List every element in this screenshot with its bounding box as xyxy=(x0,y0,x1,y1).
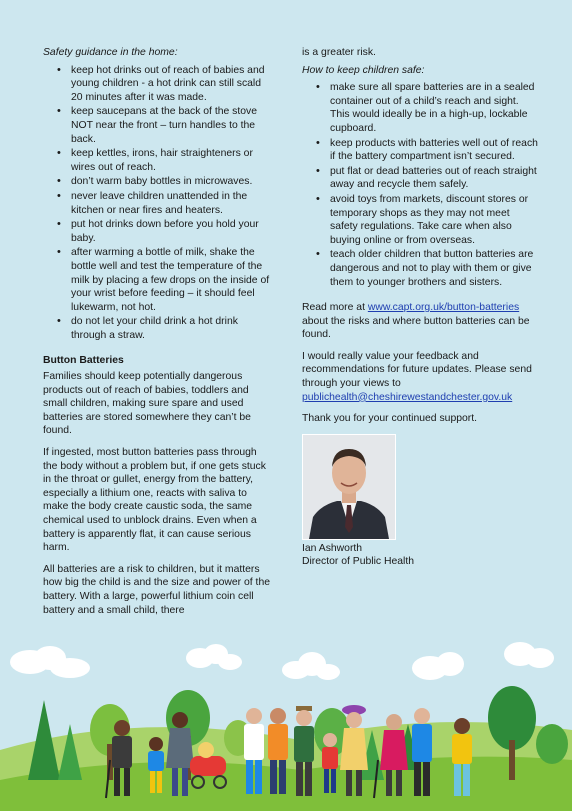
list-item: • never leave children unattended in the kitchen or near fires and heaters. xyxy=(71,190,271,217)
portrait-image xyxy=(303,435,395,539)
community-illustration xyxy=(0,640,572,811)
list-item: • avoid toys from markets, discount stores or temporary shops as they may not meet safety regulations. Take care when also buying online or from overseas. xyxy=(330,193,538,247)
safety-guidance-heading: Safety guidance in the home: xyxy=(43,47,178,58)
paragraph: If ingested, most button batteries pass through the body without a problem but, if one gets stuck in the throat or gullet, energy from the battery, especially a lithium one, reacts with saliva to make the body create caustic soda, the same chemical used to unblock drains. Even when a battery is apparently flat, it can cause serious harm. xyxy=(43,447,266,554)
paragraph: Families should keep potentially dangerous products out of reach of babies, toddlers and small children, making sure spare and used batteries are stored somewhere they can’t be found. xyxy=(43,371,251,437)
feedback-text: I would really value your feedback and recommendations for future updates. Please send through your views to xyxy=(302,350,532,390)
right-column xyxy=(302,46,538,569)
list-item: • keep hot drinks out of reach of babies and young children - a hot drink can still scald 20 minutes after it was made. xyxy=(71,64,271,105)
list-item: • keep products with batteries well out of reach if the battery compartment isn’t secured. xyxy=(330,137,538,164)
signatory-title: Director of Public Health xyxy=(302,556,415,568)
keep-safe-list xyxy=(302,81,538,289)
email-link[interactable]: publichealth@cheshirewestandchester.gov.uk xyxy=(302,391,513,403)
feedback-paragraph xyxy=(302,350,538,404)
list-item: • keep saucepans at the back of the stove NOT near the front – turn handles to the back. xyxy=(71,105,271,146)
thanks-text: Thank you for your continued support. xyxy=(302,413,478,425)
read-more-before: Read more at xyxy=(302,302,368,314)
left-column xyxy=(43,46,271,625)
cloud-shapes xyxy=(10,642,554,680)
list-item: • keep kettles, irons, hair straighteners or wires out of reach. xyxy=(71,147,271,174)
button-batteries-heading: Button Batteries xyxy=(43,355,124,367)
list-item: • after warming a bottle of milk, shake the bottle well and test the temperature of the milk by placing a few drops on the inside of your wrist before feeding – it should feel lukewarm, not hot. xyxy=(71,246,271,314)
capt-link[interactable]: www.capt.org.uk/button-batteries xyxy=(367,302,520,314)
read-more-after: about the risks and where button batteries can be found. xyxy=(302,315,530,341)
continuation-text: is a greater risk. xyxy=(302,47,376,58)
list-item: • put hot drinks down before you hold your baby. xyxy=(71,218,271,245)
keep-safe-heading: How to keep children safe: xyxy=(302,64,425,76)
list-item: • do not let your child drink a hot drink through a straw. xyxy=(71,315,271,342)
list-item: • make sure all spare batteries are in a sealed container out of a child’s reach and sight. This would ideally be in a high-up, lockable cupboard. xyxy=(330,81,538,135)
list-item: • don’t warm baby bottles in microwaves. xyxy=(71,175,271,189)
safety-guidance-list xyxy=(43,64,271,343)
read-more-paragraph xyxy=(302,301,538,342)
list-item: • put flat or dead batteries out of reach straight away and recycle them safely. xyxy=(330,165,538,192)
director-photo xyxy=(302,434,396,540)
paragraph: All batteries are a risk to children, but it matters how big the child is and the size and power of the battery. With a large, powerful lithium coin cell battery and a small child, there xyxy=(43,563,271,616)
list-item: • teach older children that button batteries are dangerous and not to play with them or give them to younger brothers and sisters. xyxy=(330,248,538,289)
signatory-name: Ian Ashworth xyxy=(302,542,363,554)
